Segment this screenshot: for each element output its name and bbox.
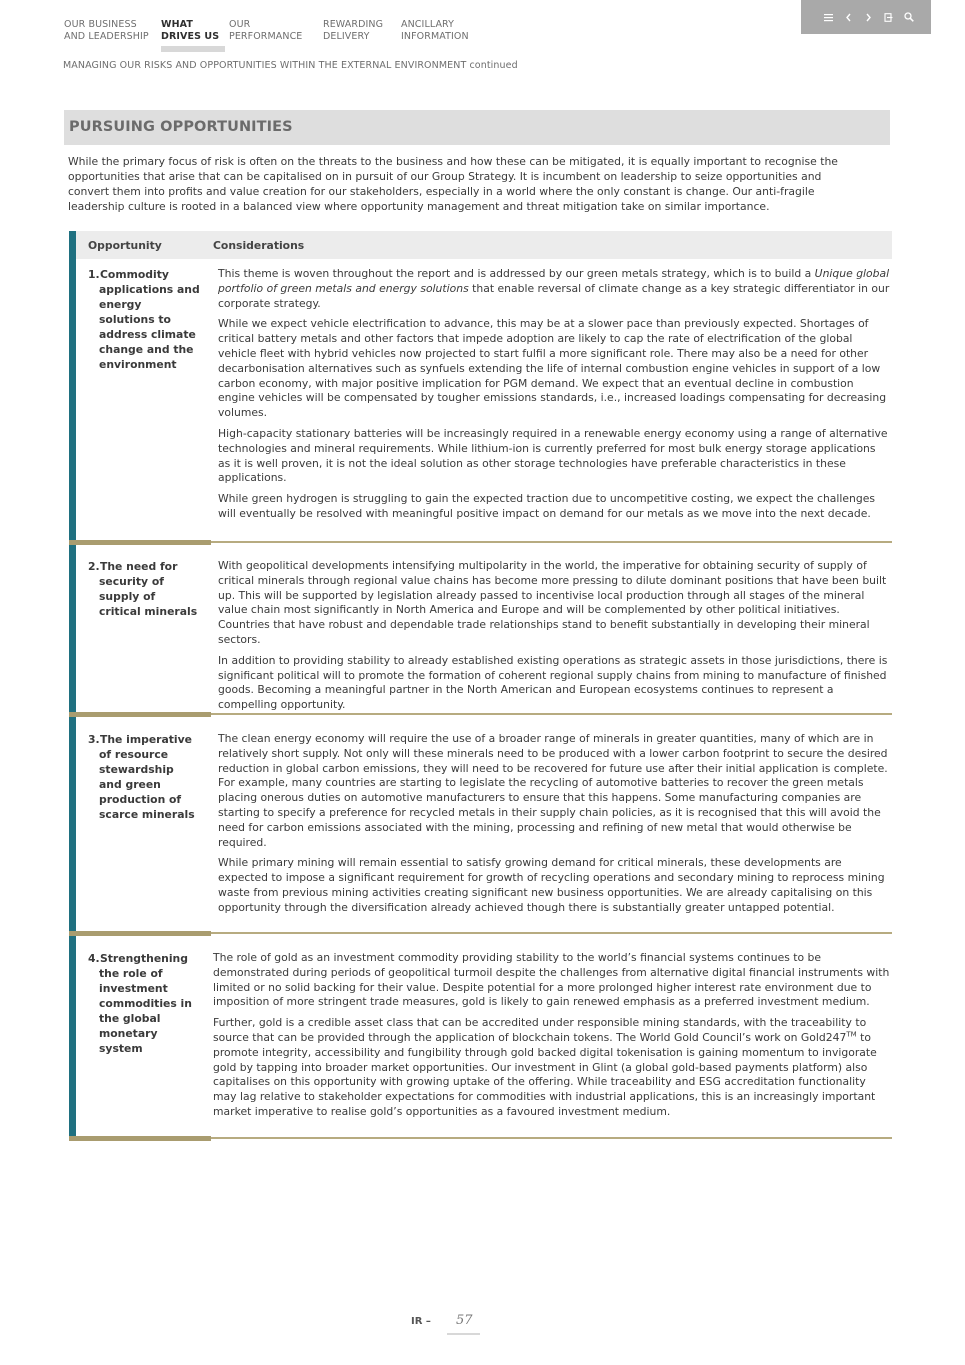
section-header	[64, 110, 890, 145]
considerations-cell	[218, 732, 891, 916]
footer-label: IR –	[411, 1316, 431, 1327]
paragraph: The clean energy economy will require the use of a broader range of minerals in greater quantities, many of which are in relatively short supply. Not only will these minerals need to be produced with a lower carbon footprint to secure the desired reduction in global carbon emissions, they will need to be recovered for future use after their initial application is complete. For example, many countries are starting to legislate the recycling of automotive batteries to recover the green metals placing onerous duties on automotive manufacturers to ensure that this happens. Some manufacturing companies are starting to specify a preference for recycled metals in their supply chain policies, as it is recognised that this will avoid the need for carbon emissions associated with the mining, processing and refining of new metal that would otherwise be required.	[218, 732, 888, 849]
nav-item-our-business[interactable]: OUR BUSINESS AND LEADERSHIP	[64, 19, 149, 42]
nav-item-our-performance[interactable]: OUR PERFORMANCE	[229, 19, 303, 42]
considerations-cell	[218, 267, 891, 522]
nav-item-ancillary-information[interactable]: ANCILLARY INFORMATION	[401, 19, 469, 42]
page-number: 57	[456, 1313, 473, 1328]
nav-item-rewarding-delivery[interactable]: REWARDING DELIVERY	[323, 19, 384, 42]
row-divider	[69, 713, 892, 715]
opportunity-cell: 4. Strengthening the role of investment commodities in the global monetary system	[88, 952, 192, 1055]
intro-paragraph: While the primary focus of risk is often on the threats to the business and how these can be mitigated, it is equally important to recognise the opportunities that arise that can be capitalised on in pursuit of our Group Strategy. It is incumbent on leadership to seize opportunities and convert them into profits and value creation for our stakeholders, especially in a world where the only constant is change. Our anti-fragile leadership culture is rooted in a balanced view where opportunity management and threat mitigation take on similar importance.	[68, 155, 838, 213]
table-accent-bar	[69, 231, 76, 1141]
paragraph: The role of gold as an investment commodity providing stability to the world’s financial systems continues to be demonstrated during periods of geopolitical turmoil despite the challenges from alternative digital financial instruments with limited or no solid backing for their value. Despite potential for a more prolonged higher interest rate environment due to imposition of more stringent trade measures, gold is likely to gain renewed emphasis as a preferred investment medium.	[213, 951, 890, 1009]
paragraph: In addition to providing stability to already established existing operations as strategic assets in those jurisdictions, there is significant political will to promote the formation of coherent regional supply chains from mining to manufacture of finished goods. Becoming a meaningful partner in the North American and European ecosystems continues to represent a compelling opportunity.	[218, 653, 888, 712]
breadcrumb	[63, 60, 518, 71]
opportunity-cell: 2. The need for security of supply of critical minerals	[88, 560, 198, 618]
paragraph: While primary mining will remain essential to satisfy growing demand for critical minerals, these developments are expected to impose a significant requirement for growth of recycling operations and secondary mining to reprocess mining waste from previous mining activities creating significant new business opportunities. We are already capitalising on this opportunity through the diversification already achieved though there is substantially greater untapped potential.	[218, 856, 885, 914]
row-divider	[69, 932, 892, 934]
paragraph: Further, gold is a credible asset class that can be accredited under responsible mining standards, with the traceability to source that can be provided through the application of blockchain tokens. The World Gold Council’s work on Gold247™ to promote integrity, accessibility and fungibility through gold backed digital tokenisation is gaining momentum to invigorate gold by tapping into broader market opportunities. Our investment in Glint (a global gold-based payments platform) also capitalises on this opportunity with growing uptake of the offering. While traceability and ESG accreditation functionality may lag relative to stakeholder expectations for commodities with industrial applications, this is an increasingly important market imperative to realise gold’s opportunities as a favoured investment medium.	[213, 1016, 877, 1118]
considerations-cell	[213, 951, 891, 1120]
paragraph: While green hydrogen is struggling to gain the expected traction due to uncompetitive costing, we expect the challenges will eventually be resolved with meaningful positive impact on demand for our metals as we move into the next decade.	[218, 492, 876, 520]
section-title: PURSUING OPPORTUNITIES	[69, 119, 293, 135]
chevron-left-icon[interactable]	[844, 13, 853, 22]
opportunity-cell: 1. Commodity applications and energy solutions to address climate change and the environment	[88, 268, 200, 371]
nav-item-what-drives-us[interactable]: WHAT DRIVES US	[161, 19, 220, 42]
search-icon[interactable]	[904, 12, 913, 22]
paragraph: High-capacity stationary batteries will be increasingly required in a renewable energy economy using a range of alternative technologies and mineral requirements. While lithium-ion is currently preferred for most bulk energy storage applications as it is well proven, it is not the ideal solution as other storage technologies have preferable characteristics in these applications.	[218, 426, 888, 485]
chevron-right-icon[interactable]	[864, 13, 873, 22]
paragraph: While we expect vehicle electrification to advance, this may be at a slower pace than previously expected. Shortages of critical battery metals and other factors that impede adoption are likely to cap the rate of electrification of the global vehicle fleet with hybrid vehicles now projected to start fulfil a more significant role. There may also be a need for other decarbonisation alternatives such as synfuels extending the life of internal combustion engine vehicles in support of a low carbon economy, with major positive implication for PGM demand. We expect that an eventual decline in combustion engine vehicles will be compensated by tougher emissions standards, i.e., increased loadings compensating for decreasing volumes.	[218, 317, 887, 420]
toolbar	[801, 0, 931, 34]
breadcrumb-suffix: continued	[466, 60, 518, 71]
exit-icon[interactable]	[884, 13, 893, 22]
row-divider	[69, 1137, 892, 1139]
breadcrumb-text: MANAGING OUR RISKS AND OPPORTUNITIES WITHIN THE EXTERNAL ENVIRONMENT	[63, 60, 467, 71]
header-considerations: Considerations	[213, 239, 305, 252]
opportunity-cell: 3. The imperative of resource stewardship and green production of scarce minerals	[88, 733, 195, 821]
paragraph: With geopolitical developments intensifying multipolarity in the world, the imperative for obtaining security of supply of critical minerals through regional value chains has become more pressing to dilute dominant positions that have been built up. This will be supported by legislation already passed to incentivise local production through all stages of the mineral value chain most significantly in North America and Europe and will be complemented by other political initiatives. Countries that have robust and dependable trade relationships stand to benefit substantially in developing their mineral sectors.	[218, 559, 887, 646]
table-header	[76, 231, 892, 259]
considerations-cell	[218, 559, 891, 713]
row-divider	[69, 541, 892, 543]
menu-icon[interactable]	[824, 13, 833, 22]
footer-underline	[447, 1333, 480, 1335]
paragraph: This theme is woven throughout the report and is addressed by our green metals strategy, which is to build a Unique global portfolio of green metals and energy solutions that enable reversal of climate change as a key strategic differentiator in our corporate strategy.	[218, 267, 890, 310]
header-opportunity: Opportunity	[88, 239, 162, 252]
